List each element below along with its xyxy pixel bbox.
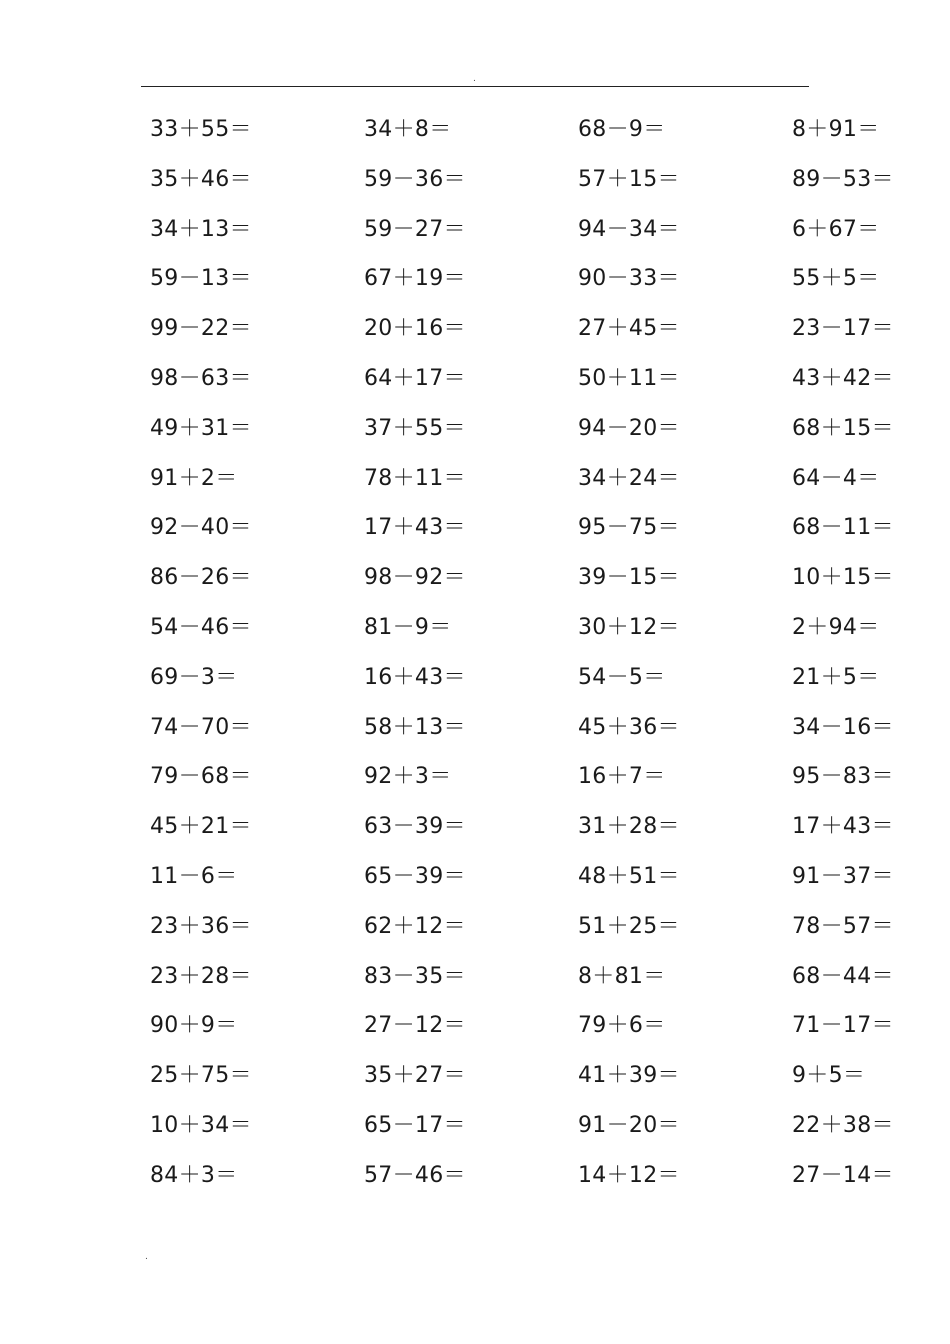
problem-cell: 43＋42＝ xyxy=(792,365,894,391)
problem-cell: 16＋7＝ xyxy=(578,764,666,790)
problem-grid xyxy=(150,113,912,1209)
problem-cell: 78－57＝ xyxy=(792,913,894,939)
problem-cell: 48＋51＝ xyxy=(578,863,680,889)
problem-cell: 27－14＝ xyxy=(792,1162,894,1188)
problem-cell: 50＋11＝ xyxy=(578,365,680,391)
problem-cell: 58＋13＝ xyxy=(364,714,466,740)
problem-cell: 35＋27＝ xyxy=(364,1063,466,1089)
problem-cell: 71－17＝ xyxy=(792,1013,894,1039)
header-mark: . xyxy=(473,74,476,84)
problem-cell: 39－15＝ xyxy=(578,565,680,591)
problem-cell: 34－16＝ xyxy=(792,714,894,740)
problem-cell: 41＋39＝ xyxy=(578,1063,680,1089)
problem-cell: 91＋2＝ xyxy=(150,465,238,491)
problem-cell: 20＋16＝ xyxy=(364,316,466,342)
problem-cell: 83－35＝ xyxy=(364,963,466,989)
problem-cell: 99－22＝ xyxy=(150,316,252,342)
problem-cell: 23＋36＝ xyxy=(150,913,252,939)
problem-cell: 27＋45＝ xyxy=(578,316,680,342)
problem-cell: 33＋55＝ xyxy=(150,117,252,142)
problem-cell: 95－75＝ xyxy=(578,515,680,541)
problem-cell: 64＋17＝ xyxy=(364,365,466,391)
problem-cell: 94－20＝ xyxy=(578,415,680,441)
problem-cell: 78＋11＝ xyxy=(364,465,466,491)
problem-cell: 14＋12＝ xyxy=(578,1162,680,1188)
problem-cell: 68－44＝ xyxy=(792,963,894,989)
problem-cell: 90＋9＝ xyxy=(150,1013,238,1039)
problem-cell: 89－53＝ xyxy=(792,166,894,192)
problem-cell: 23－17＝ xyxy=(792,316,894,342)
problem-cell: 25＋75＝ xyxy=(150,1063,252,1089)
problem-cell: 95－83＝ xyxy=(792,764,894,790)
problem-cell: 64－4＝ xyxy=(792,465,880,491)
problem-cell: 10＋15＝ xyxy=(792,565,894,591)
problem-cell: 68－11＝ xyxy=(792,515,894,541)
problem-cell: 90－33＝ xyxy=(578,266,680,292)
problem-cell: 2＋94＝ xyxy=(792,614,880,640)
problem-cell: 94－34＝ xyxy=(578,216,680,242)
problem-cell: 17＋43＝ xyxy=(364,515,466,541)
problem-cell: 57＋15＝ xyxy=(578,166,680,192)
problem-cell: 65－17＝ xyxy=(364,1112,466,1138)
problem-cell: 45＋36＝ xyxy=(578,714,680,740)
problem-cell: 31＋28＝ xyxy=(578,814,680,840)
problem-cell: 92＋3＝ xyxy=(364,764,452,790)
problem-cell: 59－36＝ xyxy=(364,166,466,192)
problem-cell: 51＋25＝ xyxy=(578,913,680,939)
problem-cell: 68－9＝ xyxy=(578,117,666,142)
problem-cell: 8＋81＝ xyxy=(578,963,666,989)
problem-cell: 84＋3＝ xyxy=(150,1162,238,1188)
problem-cell: 11－6＝ xyxy=(150,863,238,889)
problem-cell: 69－3＝ xyxy=(150,664,238,690)
problem-cell: 16＋43＝ xyxy=(364,664,466,690)
problem-cell: 21＋5＝ xyxy=(792,664,880,690)
problem-cell: 91－20＝ xyxy=(578,1112,680,1138)
problem-cell: 98－63＝ xyxy=(150,365,252,391)
problem-cell: 74－70＝ xyxy=(150,714,252,740)
problem-cell: 45＋21＝ xyxy=(150,814,252,840)
problem-cell: 30＋12＝ xyxy=(578,614,680,640)
problem-cell: 55＋5＝ xyxy=(792,266,880,292)
problem-cell: 65－39＝ xyxy=(364,863,466,889)
problem-cell: 34＋8＝ xyxy=(364,117,452,142)
problem-cell: 22＋38＝ xyxy=(792,1112,894,1138)
problem-cell: 23＋28＝ xyxy=(150,963,252,989)
problem-cell: 81－9＝ xyxy=(364,614,452,640)
problem-cell: 49＋31＝ xyxy=(150,415,252,441)
problem-cell: 27－12＝ xyxy=(364,1013,466,1039)
problem-cell: 59－27＝ xyxy=(364,216,466,242)
problem-cell: 54－5＝ xyxy=(578,664,666,690)
problem-cell: 54－46＝ xyxy=(150,614,252,640)
problem-cell: 10＋34＝ xyxy=(150,1112,252,1138)
problem-cell: 8＋91＝ xyxy=(792,117,880,142)
footer-mark: . xyxy=(145,1252,148,1262)
problem-cell: 92－40＝ xyxy=(150,515,252,541)
problem-cell: 9＋5＝ xyxy=(792,1063,866,1089)
problem-cell: 67＋19＝ xyxy=(364,266,466,292)
problem-cell: 98－92＝ xyxy=(364,565,466,591)
problem-cell: 86－26＝ xyxy=(150,565,252,591)
problem-cell: 37＋55＝ xyxy=(364,415,466,441)
problem-cell: 17＋43＝ xyxy=(792,814,894,840)
problem-cell: 62＋12＝ xyxy=(364,913,466,939)
problem-cell: 35＋46＝ xyxy=(150,166,252,192)
problem-cell: 59－13＝ xyxy=(150,266,252,292)
problem-cell: 63－39＝ xyxy=(364,814,466,840)
header-rule xyxy=(141,86,809,87)
problem-cell: 34＋24＝ xyxy=(578,465,680,491)
problem-cell: 79－68＝ xyxy=(150,764,252,790)
problem-cell: 68＋15＝ xyxy=(792,415,894,441)
problem-cell: 6＋67＝ xyxy=(792,216,880,242)
problem-cell: 91－37＝ xyxy=(792,863,894,889)
problem-cell: 79＋6＝ xyxy=(578,1013,666,1039)
problem-cell: 57－46＝ xyxy=(364,1162,466,1188)
problem-cell: 34＋13＝ xyxy=(150,216,252,242)
